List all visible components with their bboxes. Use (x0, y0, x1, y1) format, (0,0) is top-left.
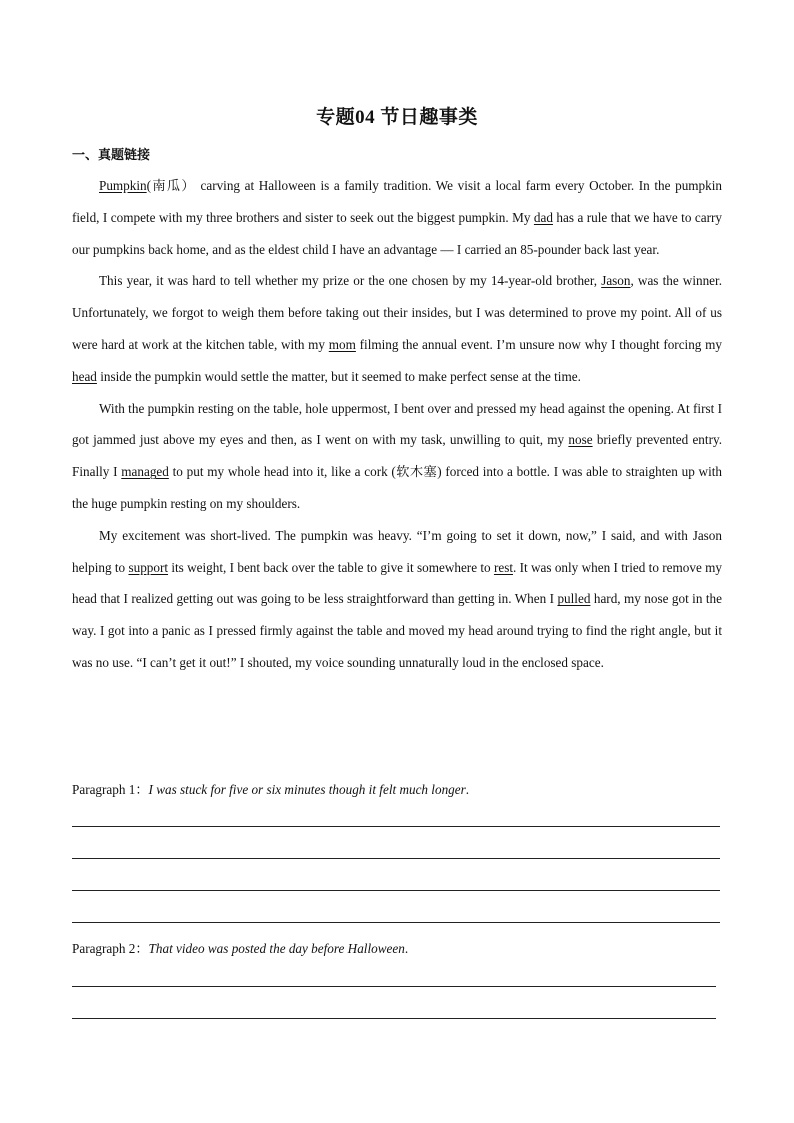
prompt-paragraph-1 (72, 780, 469, 800)
underlined-keyword: rest (493, 559, 513, 575)
prompt-label: Paragraph 2： (72, 941, 149, 956)
passage-text: its weight, I bent back over the table to give it somewhere to (168, 559, 494, 575)
underlined-keyword: Pumpkin (99, 178, 147, 193)
section-heading: 一、真题链接 (72, 148, 151, 163)
passage-text: hard, my nose got in the way. I got into a panic as I pressed firmly against the table and moved my head around trying to find the right angle, but it was no use. “I can’t get it out!” I shouted, my voice sounding unnaturally loud in the enclosed space. (72, 591, 722, 670)
prompt-paragraph-2 (72, 939, 408, 959)
passage-paragraph (72, 520, 722, 679)
answer-line[interactable] (72, 858, 720, 859)
passage-text: This year, it was hard to tell whether my prize or the one chosen by my 14-year-old brother, (99, 273, 602, 289)
passage-paragraph (72, 265, 722, 392)
underlined-keyword: dad (533, 209, 553, 225)
passage-text: filming the annual event. I’m unsure now why I thought forcing my (355, 336, 722, 352)
underlined-keyword: nose (568, 432, 593, 448)
passage-paragraph (72, 170, 722, 265)
underlined-keyword: mom (328, 336, 356, 352)
passage-text: With the pumpkin resting on the table, hole uppermost, I bent over and pressed my head against the opening. At first I got jammed just above my eyes and then, as I went on with my task, unwilling to quit, my (72, 400, 722, 448)
passage-text: briefly prevented entry. Finally I (72, 432, 722, 480)
underlined-keyword: managed (121, 464, 169, 480)
underlined-keyword: Jason (601, 273, 631, 289)
prompt-end: . (404, 941, 409, 956)
answer-line[interactable] (72, 922, 720, 923)
answer-line[interactable] (72, 1018, 716, 1019)
passage-paragraph (72, 393, 722, 520)
passage-text: My excitement was short-lived. The pumpkin was heavy. “I’m going to set it down, now,” I said, and with Jason helping to (72, 527, 722, 575)
passage-text: to put my whole head into it, like a cork (软木塞) forced into a bottle. I was able to straighten up with the huge pumpkin resting on my shoulders. (72, 464, 722, 511)
prompt-sentence: That video was posted the day before Halloween (148, 941, 405, 956)
underlined-keyword: head (72, 368, 97, 384)
passage-body (72, 170, 722, 679)
passage-text: inside the pumpkin would settle the matter, but it seemed to make perfect sense at the time. (96, 368, 581, 384)
answer-line[interactable] (72, 890, 720, 891)
prompt-label: Paragraph 1： (72, 782, 149, 797)
passage-text: (南瓜） carving at Halloween is a family tradition. We visit a local farm every October. In the pumpkin field, I compete with my three brothers and sister to seek out the biggest pumpkin. My (72, 178, 722, 225)
answer-line[interactable] (72, 826, 720, 827)
underlined-keyword: pulled (557, 591, 591, 607)
prompt-sentence: I was stuck for five or six minutes though it felt much longer (148, 782, 466, 797)
answer-line[interactable] (72, 986, 716, 987)
passage-text: . It was only when I tried to remove my head that I realized getting out was going to be less straightforward than getting in. When I (72, 559, 722, 607)
page-title: 专题04 节日趣事类 (316, 107, 478, 128)
passage-text: has a rule that we have to carry our pumpkins back home, and as the eldest child I have an advantage — I carried an 85-pounder back last year. (72, 209, 722, 257)
prompt-end: . (465, 782, 470, 797)
passage-text: , was the winner. Unfortunately, we forgot to weigh them before taking out their insides, but I was determined to prove my point. All of us were hard at work at the kitchen table, with my (72, 273, 722, 352)
underlined-keyword: support (128, 559, 169, 575)
